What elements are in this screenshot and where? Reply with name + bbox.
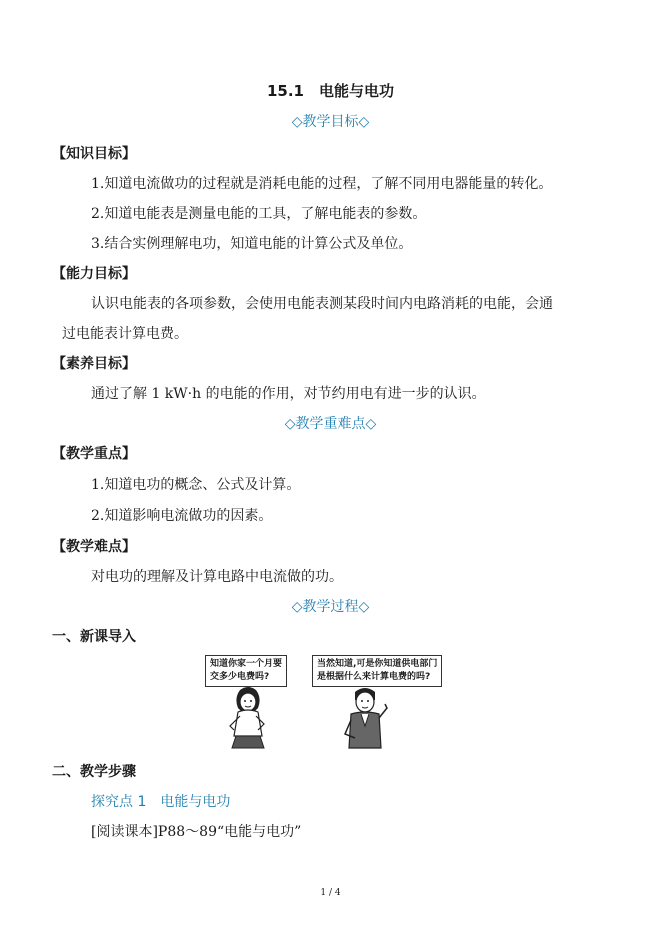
knowledge-heading: 【知识目标】 (52, 146, 136, 162)
topic-heading: 探究点 1 电能与电功 (91, 794, 231, 810)
ability-text-line2: 过电能表计算电费。 (62, 326, 188, 342)
girl-illustration (218, 686, 278, 750)
ability-text-line1: 认识电能表的各项参数，会使用电能表测某段时间内电路消耗的电能，会通 (91, 296, 553, 312)
speech-bubble-man (312, 655, 442, 687)
ability-heading: 【能力目标】 (52, 266, 136, 282)
part-steps-heading: 二、教学步骤 (52, 764, 136, 780)
bubble-text-line: 是根据什么来计算电费的吗? (317, 672, 431, 682)
page-number: 1 / 4 (320, 888, 341, 898)
section-key-title: ◇教学重难点◇ (284, 416, 377, 432)
knowledge-item: 3.结合实例理解电功，知道电能的计算公式及单位。 (91, 236, 413, 252)
literacy-text: 通过了解 1 kW·h 的电能的作用，对节约用电有进一步的认识。 (91, 386, 486, 402)
speech-bubble-girl (205, 655, 287, 687)
focus-item: 2.知道影响电流做功的因素。 (91, 508, 273, 524)
part-intro-heading: 一、新课导入 (52, 629, 136, 645)
knowledge-item: 2.知道电能表是测量电能的工具，了解电能表的参数。 (91, 206, 427, 222)
section-process-title: ◇教学过程◇ (291, 599, 370, 615)
focus-item: 1.知道电功的概念、公式及计算。 (91, 477, 301, 493)
focus-heading: 【教学重点】 (52, 446, 136, 462)
knowledge-item: 1.知道电流做功的过程就是消耗电能的过程，了解不同用电器能量的转化。 (91, 176, 553, 192)
difficulty-text: 对电功的理解及计算电路中电流做的功。 (91, 569, 343, 585)
literacy-heading: 【素养目标】 (52, 356, 136, 372)
bubble-text-line: 当然知道,可是你知道供电部门 (317, 659, 438, 669)
difficulty-heading: 【教学难点】 (52, 539, 136, 555)
man-illustration (335, 686, 395, 750)
reading-instruction: [阅读课本]P88～89“电能与电功” (91, 824, 302, 840)
section-goals-title: ◇教学目标◇ (291, 114, 370, 130)
page-title: 15.1 电能与电功 (266, 82, 394, 100)
bubble-text-line: 知道你家一个月要 (210, 659, 283, 669)
bubble-text-line: 交多少电费吗? (210, 672, 270, 682)
